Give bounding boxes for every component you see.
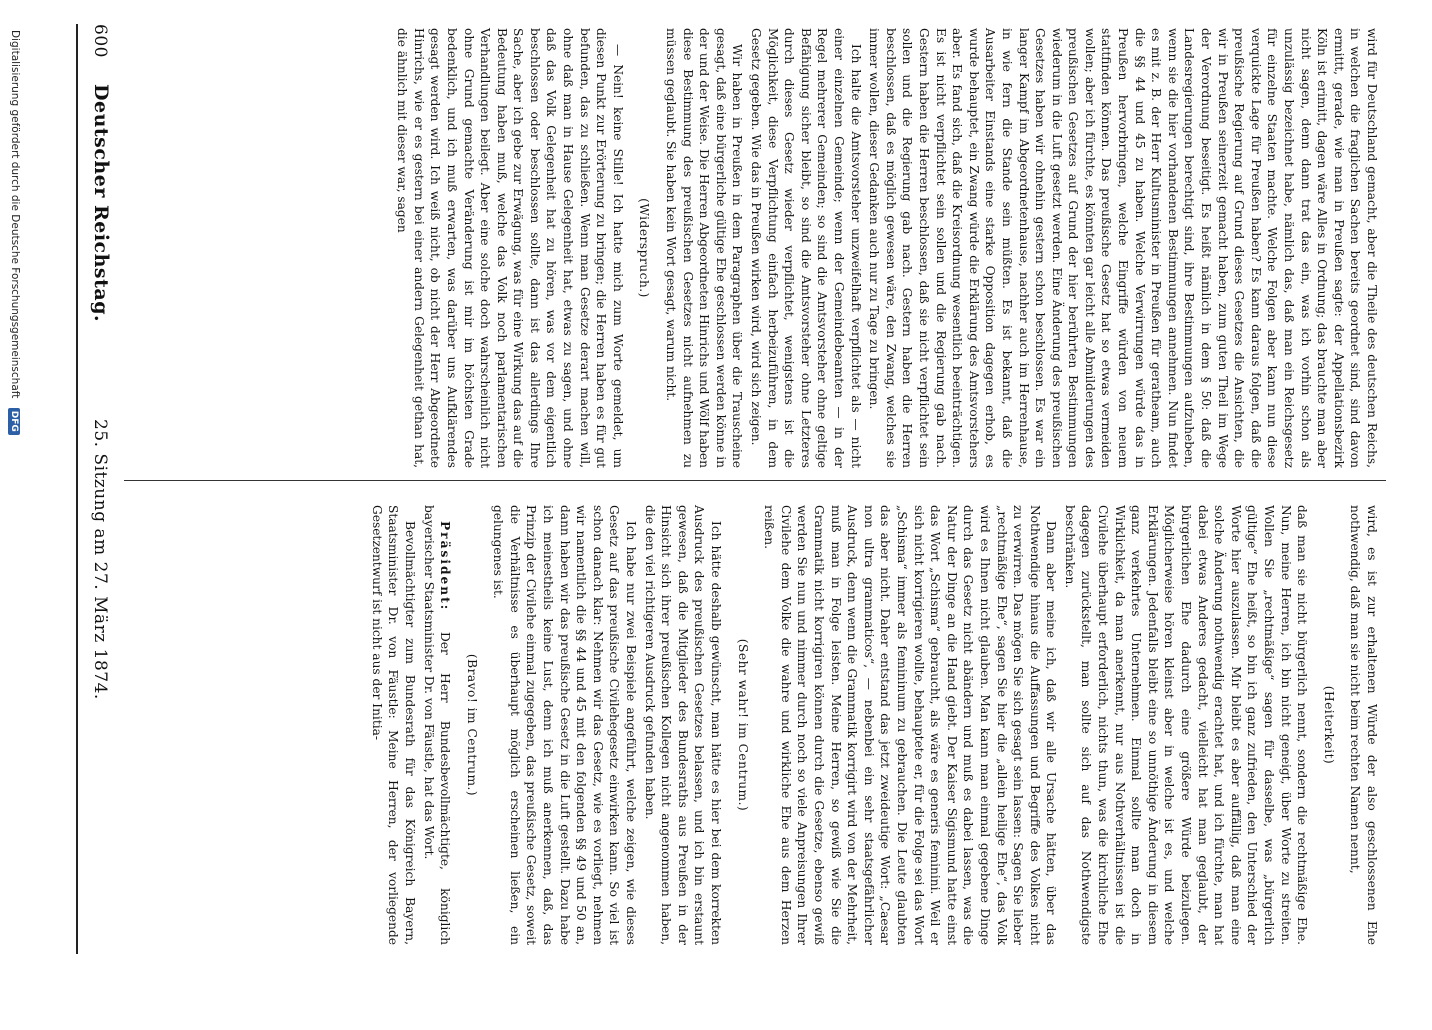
dfg-badge: DFG xyxy=(8,408,20,435)
interjection: (Heiterkeit) xyxy=(1321,685,1336,765)
paragraph xyxy=(368,505,418,945)
paragraph xyxy=(747,28,863,468)
paragraph xyxy=(761,505,1060,945)
paragraph xyxy=(490,505,639,945)
digitization-note xyxy=(3,0,21,1030)
paragraph xyxy=(866,28,1380,468)
paragraph xyxy=(662,28,745,468)
paragraph-text: Dann aber meine ich, daß wir alle Ursache hätten, über das Nothwendige hinaus die Auffassungen und Begriffe des Volkes nicht zu verwirren. Das mögen Sie sich gesagt sein lassen: Sagen Sie lieber „rechtmäßige Ehe“, sagen Sie hier die „allein heilige Ehe“, das Volk wird es Ihnen nicht glauben. Man kann man einmal gegebene Dinge durch das Gesetz nicht abändern und muß es dabei lassen, was die Natur der Dinge an die Hand giebt. Der Kaiser Sigismund hatte einst das Wort „Schisma“ gebraucht, als wäre es generis feminini. Weil er sich nicht korrigieren wollte, behauptete er, für die Folge sei das Wort „Schisma“ immer als femininum zu gebrauchen. Die Leute glaubten das aber nicht. Daher entstand das jetzt zweideutige Wort: „Caesar non ultra grammaticos“, — nebenbei ein sehr staatsgefährlicher Ausdruck, denn wenn die Grammatik korrigirt wird von der Mehrheit, muß man in Folge leisten. Meine Herren, so gewiß wie Sie die Grammatik nicht korrigiren können durch die Gesetze, ebenso gewiß werden Sie nun und nimmer durch noch so viele Anpreisungen Ihrer Civilehe dem Volke die wahre und wirkliche Ehe aus dem Herzen reißen. xyxy=(762,505,1059,945)
interjection: (Widerspruch.) xyxy=(637,198,652,298)
paragraph-text: Ich hätte deshalb gewünscht, man hätte es hier bei dem korrekten Ausdruck des preußischen Gesetzes belassen, und ich bin erstaunt gewesen, daß die Mitglieder des Bundesraths aus Preußen in der Hinsicht sich ihrer preußischen Kollegen nicht angenommen haben, die den viel richtigeren Ausdruck gefunden haben. xyxy=(642,505,724,945)
paragraph xyxy=(1061,505,1310,945)
paragraph-text: Ich habe nur zwei Beispiele angeführt, welche zeigen, wie dieses Gesetz auf das preußische Civilehegesetz einwirken kann. So viel ist schon danach klar: Nehmen wir das Gesetz, wie es vorliegt, nehmen wir namentlich die §§ 44 und 45 mit den folgenden §§ 49 und 50 an, dann haben wir das preußische Gesetz in die Luft gestellt. Dazu habe ich meinestheils keine Lust, denn ich muß anerkennen, daß, das Prinzip der Civilehe einmal zugegeben, das preußische Gesetz, soweit die Verhältnisse es überhaupt möglich erscheinen ließen, ein gelungenes ist. xyxy=(491,505,639,945)
interjection: (Bravo! im Centrum.) xyxy=(464,653,479,797)
column-divider xyxy=(124,480,1386,481)
page-number: 600 xyxy=(90,24,110,58)
paragraph xyxy=(394,28,626,468)
paragraph-text: wird, es ist zur erhaltenen Würde der also geschlossenen Ehe nothwendig, daß man sie nicht beim rechten Namen nennt, xyxy=(1348,505,1379,945)
paragraph-text: Der Herr Bundesbevollmächtigte, königlich bayerischer Staatsminister Dr. von Fäustle, hat das Wort. xyxy=(421,505,453,945)
paragraph xyxy=(641,505,724,945)
paragraph-text: daß man sie nicht bürgerlich nennt, sondern die rechtmäßige Ehe. Nun, meine Herren, ich bin nicht geneigt, über Worte zu streiten. Wollen Sie „rechtmäßige“ sagen für dasselbe, was „bürgerlich gültige“ Ehe heißt, so bin ich ganz zufrieden, den Unterschied der Worte hier auszulassen. Mir bleibt es aber auffällig, daß man eine solche Änderung nothwendig erachtet hat, und ich fürchte, man hat dabei etwas Anderes gedacht, vielleicht hat man geglaubt, der bürgerlichen Ehe dadurch eine größere Würde beizulegen. Möglicherweise hören kleinst aber in welche ist es, und welche Erklärungen. Jedenfalls bleibt eine so unnöthige Änderung in diesem ganz verkehrtes Unternehmen. Einmal sollte man doch in Wirklichkeit, da man anerkennt, nur aus Nothverhältnissen ist die Civilehe überhaupt erforderlich, nichts thun, was die kirchliche Ehe dagegen zurückstellt, man sollte sich auf das Nothwendigste beschränken. xyxy=(1062,505,1310,945)
interjection: (Sehr wahr! im Centrum.) xyxy=(735,638,750,812)
paragraph-text: Bevollmächtigter zum Bundesrath für das Königreich Bayern, Staatsminister Dr. von Fäustle: Meine Herren, der vorliegende Gesetzentwurf ist nicht aus der Initia- xyxy=(369,505,417,945)
paragraph-text: Wir haben in Preußen in dem Paragraphen über die Trauscheine gesagt, daß eine bürgerliche gültige Ehe geschlossen werden könne in der und der Weise. Die Herren Abgeordneten Hinrichs und Wölf haben diese Bestimmung des preußischen Gesetzes nicht aufnehmen zu müssen geglaubt. Sie haben kein Wort gesagt, warum nicht. xyxy=(664,28,745,468)
digitization-text: Digitalisierung gefördert durch die Deutsche Forschungsgemeinschaft xyxy=(9,30,21,399)
paragraph-text: — Nein! keine Stille! Ich hatte mich zum Worte gemeldet, um diesen Punkt zur Erörterung zu bringen; die Herren haben es für gut befunden, das zu schließen. Wenn man Gesetze derart machen will, ohne daß man in Hause Gelegenheit hat, etwas zu sagen, und ohne daß das Volk Gelegenheit hat zu hören, was vor dem eigentlich beschlossen oder beschlossen sollte, dann ist das allerdings Ihre Sache, aber ich gebe zur Erwägung, was für eine Wirkung das auf die Bedeutung haben muß, welche das Volk noch parlamentarischen Verhandlungen beilegt. Aber eine solche doch wahrscheinlich nicht ohne Grund gemachte Veränderung ist mir im höchsten Grade bedenklich, und ich muß erwarten, was darüber uns Aufklärendes gesagt werden wird. Ich weiß nicht, ob nicht der Herr Abgeordnete Hinrichs, wie er es gestern bei einer andern Gelegenheit gethan hat, die ähnlich mit dieser war, sagen xyxy=(395,28,625,468)
page-header xyxy=(84,24,114,954)
paragraph xyxy=(420,505,453,945)
session-line: 25. Sitzung am 27. März 1874. xyxy=(90,419,110,700)
speaker-label: Präsident: xyxy=(438,521,453,632)
right-column xyxy=(140,505,1380,945)
paragraph-text: Ich halte die Amtsvorsteher unzweifelhaft verpflichtet als — nicht einer einzelnen Gemeinde; wenn der Gemeindebeamten — in der Regel mehrerer Gemeinden; so sind die Amtsvorsteher ohne geltige Befähigung sicher bleibt, so sind die Amtsvorsteher ohne Letzteres durch dieses Gesetz wieder verpflichtet, wenigstens ist die Möglichkeit, diese Verpflichtung einfach herbeizuführen, in dem Gesetz gegeben. Wie das in Preußen wirken wird, wird sich zeigen. xyxy=(749,28,863,468)
publication-title: Deutscher Reichstag. xyxy=(90,84,112,323)
header-rule xyxy=(76,24,78,954)
paragraph-text: wird für Deutschland gemacht, aber die Theile des deutschen Reichs, in welchen die fraglichen Sachen bereits geordnet sind, sind davon ermittt, gerade, wie man in Preußen sagte: der Appellationsbezirk Köln ist erimitt, dagen wäre Alles in Ordnung; das brauchte man aber nicht sagen, denn dann trat das ein, was ich vorhin schon als unzulässig bezeichnet habe, nämlich das, daß man ein Reichsgesetz für einzelne Staaten machte. Welche Folgen aber kann nun diese verquickte Lage für Preußen haben? Es kann daraus folgen, daß die preußische Regierung auf Grund dieses Gesetzes die Ansichten, die wir in Preußen seinerzeit gemacht haben, zum guten Theil im Wege der Verordnung beseitigt. Es heißt nämlich in dem § 50: daß die Landesregierungen berechtigt sind, ihre Bestimmungen aufzuheben, wenn sie die hier vorhandenen Bestimmungen annehmen. Nun findet es mit z. B. der Herr Kultusminister in Preußen für geratheam, auch die §§ 44 und 45 zu haben. Welche Verwirrungen würde das in Preußen hervorbringen, welche Eingriffe würden von neuem stattfinden können. Das preußische Gesetz hat so etwas vermeiden wollen; aber ich fürchte, es könnten gar leicht alle Abmilderungen des preußischen Gesetzes auf Grund der hier berührten Bestimmungen wiederum in die Luft gesetzt werden. Eine Änderung des preußischen Gesetzes haben wir ohnehin gestern schon beschlossen. Es war ein langer Kampf im Abgeordnetenhause, nachher auch im Herrenhause, in wie fern die Stande sein müßten. Es ist bekannt, daß die Ausarbeiter Einstands eine starke Opposition dagegen erhob, es wurde behauptet, ein Zwang würde die Erklärung des Amtsvorstehers aber. Es fand sich, daß die Kreisordnung wesentlich beeinträchtigen. Es ist nicht verpflichtet sein sollen und die Regierung gab nach. Gestern haben die Herren beschlossen, daß sie nicht verpflichtet sein sollen und die Regierung gab nach. Gestern haben die Herren beschlossen, daß es möglich gewesen wäre, den Zwang, welches sie immer wollen, dieser Gedanken auch nur zu Tage zu bringen. xyxy=(867,28,1379,468)
left-column xyxy=(140,28,1380,468)
paragraph xyxy=(1347,505,1380,945)
